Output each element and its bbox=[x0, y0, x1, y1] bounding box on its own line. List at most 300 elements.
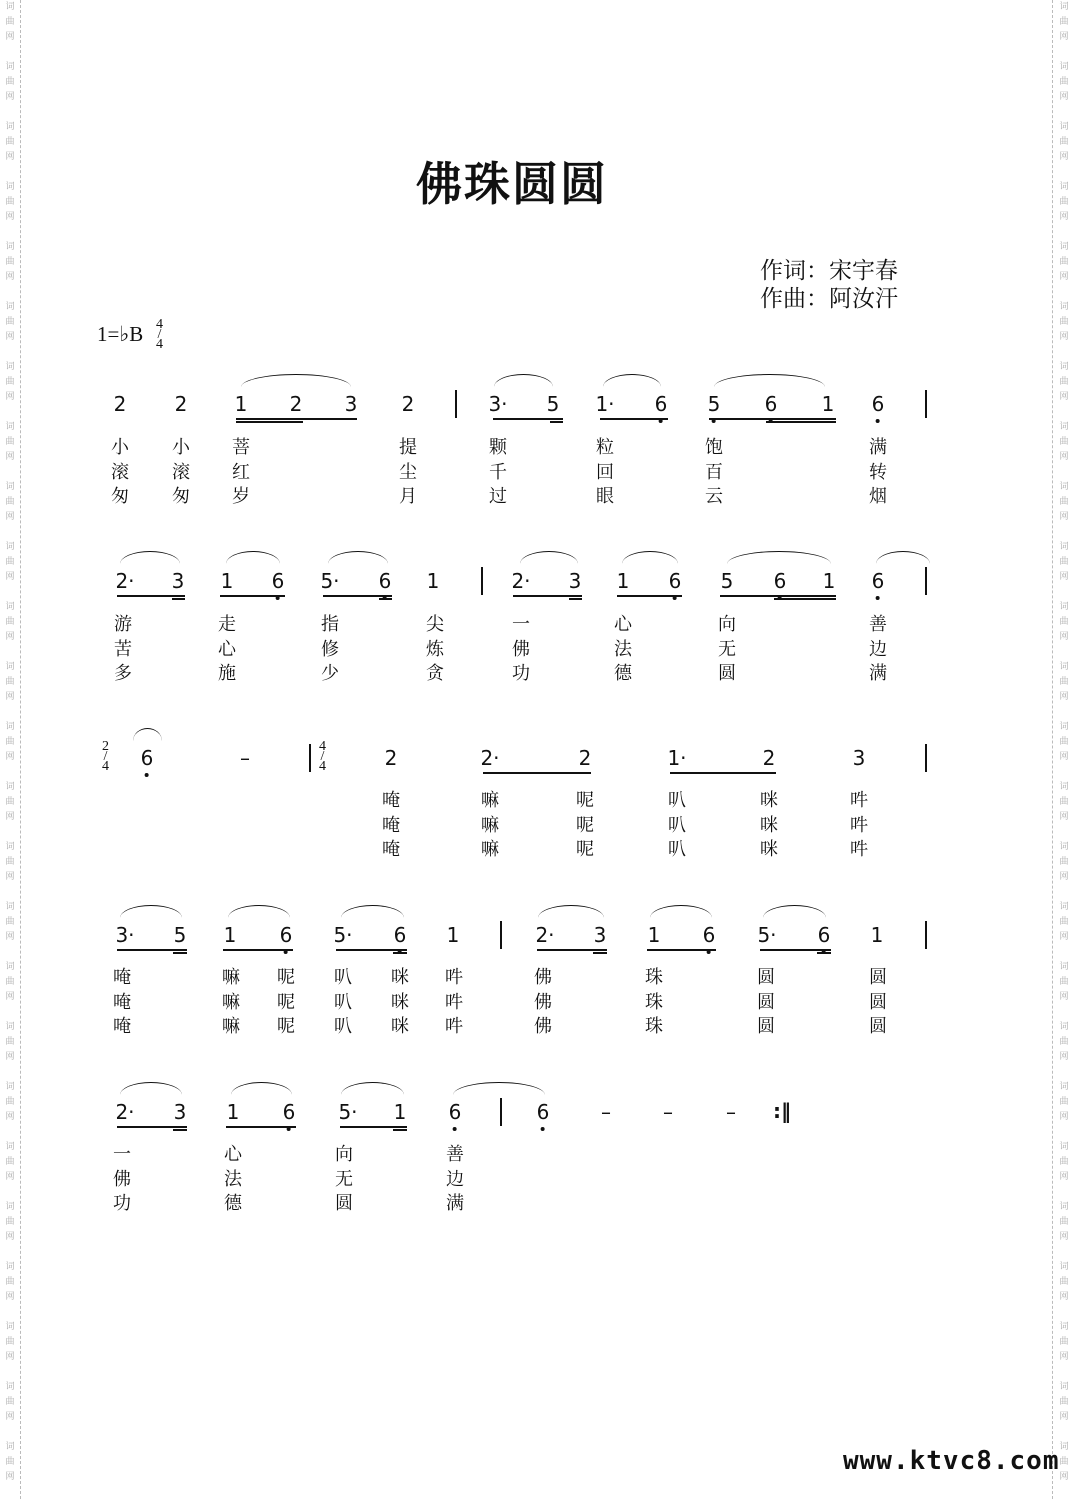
low-octave-dot bbox=[276, 596, 280, 600]
barline bbox=[925, 744, 927, 772]
watermark-char: 网 bbox=[5, 1412, 15, 1422]
beam-underline bbox=[379, 598, 392, 600]
lyric-char: 佛 bbox=[534, 991, 552, 1013]
watermark-gap bbox=[3, 45, 17, 60]
watermark-char: 曲 bbox=[5, 617, 15, 627]
watermark-char: 词 bbox=[1059, 2, 1069, 12]
watermark-char: 网 bbox=[5, 1052, 15, 1062]
lyric-char: 心 bbox=[614, 614, 632, 635]
lyric-char: 眼 bbox=[596, 486, 614, 507]
lyric-char: 匆 bbox=[172, 486, 190, 507]
watermark-char: 曲 bbox=[1059, 557, 1069, 567]
watermark-char: 词 bbox=[5, 242, 15, 252]
beam-underline bbox=[720, 595, 836, 597]
watermark-char: 曲 bbox=[1059, 1277, 1069, 1287]
lyric-char: 咪 bbox=[391, 967, 409, 988]
note: 6 bbox=[537, 1100, 550, 1124]
watermark-char: 词 bbox=[5, 662, 15, 672]
slur bbox=[228, 905, 290, 918]
lyric-char: 边 bbox=[869, 638, 887, 660]
watermark-char: 网 bbox=[1059, 392, 1069, 402]
lyric-char: 唵 bbox=[113, 991, 131, 1013]
lyric-char: 呢 bbox=[576, 814, 594, 836]
watermark-char: 曲 bbox=[1059, 1457, 1069, 1467]
watermark-char: 词 bbox=[5, 62, 15, 72]
note: 1 bbox=[393, 1100, 407, 1124]
note: 2 bbox=[174, 392, 188, 416]
slur bbox=[120, 1082, 182, 1095]
slur bbox=[341, 905, 404, 918]
lyric-char: 苦 bbox=[114, 638, 132, 660]
watermark-gap bbox=[1057, 1425, 1071, 1440]
lyric-char: 岁 bbox=[232, 486, 250, 507]
note: 6 bbox=[703, 923, 716, 947]
lyric-char: 珠 bbox=[645, 1016, 663, 1037]
watermark-char: 词 bbox=[5, 1322, 15, 1332]
beam-underline bbox=[550, 421, 563, 423]
lyric-char: 无 bbox=[718, 638, 736, 660]
key-signature bbox=[97, 322, 143, 347]
slur bbox=[120, 905, 182, 918]
watermark-char: 网 bbox=[5, 512, 15, 522]
lyric-verse-2-row-5: 佛法无边 bbox=[113, 1168, 557, 1190]
lyric-verse-1-row-5: 一心向善 bbox=[113, 1144, 557, 1165]
lyric-char: 圆 bbox=[718, 663, 736, 684]
lyric-char: 咪 bbox=[760, 814, 778, 836]
key-label: 1=♭B bbox=[97, 322, 144, 346]
barline bbox=[925, 390, 927, 418]
lyric-char: 圆 bbox=[869, 991, 887, 1013]
lyric-char: 粒 bbox=[596, 437, 614, 458]
lyric-char: 贪 bbox=[426, 663, 444, 684]
side-watermark-left bbox=[3, 0, 17, 1499]
note: 1 bbox=[822, 569, 836, 593]
watermark-char: 网 bbox=[5, 1472, 15, 1482]
watermark-char: 网 bbox=[1059, 1052, 1069, 1062]
lyricist-credit: 作词：宋宇春 bbox=[760, 258, 898, 284]
note: 6 bbox=[272, 569, 285, 593]
watermark-gap bbox=[1057, 765, 1071, 780]
watermark-gap bbox=[3, 1125, 17, 1140]
note: 6 bbox=[872, 569, 885, 593]
note: 5· bbox=[333, 923, 353, 947]
watermark-char: 词 bbox=[5, 1082, 15, 1092]
note: 2 bbox=[113, 392, 127, 416]
slur bbox=[520, 551, 578, 564]
watermark-char: 词 bbox=[5, 1442, 15, 1452]
watermark-char: 曲 bbox=[5, 677, 15, 687]
slur bbox=[650, 905, 712, 918]
watermark-gap bbox=[1057, 825, 1071, 840]
watermark-char: 曲 bbox=[1059, 17, 1069, 27]
watermark-char: 曲 bbox=[5, 1217, 15, 1227]
watermark-char: 网 bbox=[1059, 272, 1069, 282]
watermark-char: 网 bbox=[5, 992, 15, 1002]
watermark-gap bbox=[3, 105, 17, 120]
lyric-char: 烟 bbox=[869, 486, 887, 507]
lyric-char: 圆 bbox=[757, 967, 775, 988]
watermark-char: 网 bbox=[5, 1292, 15, 1302]
beam-underline bbox=[223, 949, 293, 951]
note: 3· bbox=[488, 392, 508, 416]
watermark-char: 词 bbox=[1059, 1442, 1069, 1452]
beam-underline bbox=[600, 418, 668, 420]
watermark-char: 曲 bbox=[1059, 377, 1069, 387]
watermark-gap bbox=[1057, 285, 1071, 300]
barline bbox=[309, 744, 311, 772]
watermark-char: 曲 bbox=[5, 557, 15, 567]
note: 6 bbox=[765, 392, 778, 416]
lyric-char: 叭 bbox=[334, 967, 352, 988]
note: 5· bbox=[757, 923, 777, 947]
beam-underline bbox=[393, 1129, 407, 1131]
lyric-char: 指 bbox=[321, 614, 339, 635]
beam-underline bbox=[569, 598, 582, 600]
watermark-char: 曲 bbox=[1059, 917, 1069, 927]
dash-sustain: – bbox=[726, 1100, 736, 1124]
beam-underline bbox=[393, 952, 407, 954]
low-octave-dot bbox=[284, 950, 288, 954]
lyric-char: 滚 bbox=[172, 461, 190, 483]
watermark-gap bbox=[3, 1005, 17, 1020]
beam-underline bbox=[323, 595, 392, 597]
slur bbox=[727, 551, 831, 564]
beam-underline bbox=[117, 1126, 187, 1128]
watermark-char: 词 bbox=[5, 302, 15, 312]
lyric-char: 饱 bbox=[705, 437, 723, 458]
watermark-char: 词 bbox=[5, 362, 15, 372]
watermark-char: 曲 bbox=[5, 737, 15, 747]
watermark-char: 曲 bbox=[5, 77, 15, 87]
watermark-char: 网 bbox=[1059, 212, 1069, 222]
beam-underline bbox=[493, 418, 563, 420]
watermark-gap bbox=[1057, 1125, 1071, 1140]
watermark-char: 网 bbox=[5, 92, 15, 102]
barline bbox=[500, 1098, 502, 1126]
watermark-char: 曲 bbox=[1059, 257, 1069, 267]
note: 2· bbox=[115, 1100, 135, 1124]
watermark-char: 曲 bbox=[5, 1337, 15, 1347]
lyric-char: 呢 bbox=[277, 991, 295, 1013]
note: 3 bbox=[344, 392, 358, 416]
watermark-char: 词 bbox=[1059, 1382, 1069, 1392]
beam-underline bbox=[617, 595, 682, 597]
lyric-char: 圆 bbox=[757, 1016, 775, 1037]
beam-underline bbox=[774, 598, 836, 600]
watermark-char: 曲 bbox=[5, 977, 15, 987]
time-signature-change-2-4: 2/4 bbox=[102, 739, 109, 774]
lyric-char: 唵 bbox=[382, 790, 400, 811]
watermark-char: 词 bbox=[5, 602, 15, 612]
lyric-char: 修 bbox=[321, 638, 339, 660]
beam-underline bbox=[670, 772, 776, 774]
watermark-gap bbox=[3, 885, 17, 900]
watermark-gap bbox=[1057, 1305, 1071, 1320]
barline bbox=[925, 567, 927, 595]
beam-underline bbox=[226, 1126, 296, 1128]
watermark-char: 曲 bbox=[5, 1397, 15, 1407]
time-signature: 4/4 bbox=[156, 317, 163, 352]
lyric-char: 叭 bbox=[334, 1016, 352, 1037]
time-signature-change-4-4: 4/4 bbox=[319, 739, 326, 774]
watermark-char: 词 bbox=[5, 962, 15, 972]
note: 6 bbox=[872, 392, 885, 416]
watermark-gap bbox=[1057, 45, 1071, 60]
footer-watermark: www.ktvc8.com bbox=[843, 1446, 1060, 1476]
watermark-gap bbox=[1057, 1185, 1071, 1200]
beam-underline bbox=[336, 949, 407, 951]
lyric-char: 回 bbox=[596, 461, 614, 483]
watermark-char: 曲 bbox=[1059, 317, 1069, 327]
watermark-char: 网 bbox=[1059, 452, 1069, 462]
lyric-char: 法 bbox=[614, 638, 632, 660]
low-octave-dot bbox=[541, 1127, 545, 1131]
lyric-char: 向 bbox=[718, 614, 736, 635]
repeat-end-sign: :‖ bbox=[773, 1099, 791, 1123]
watermark-char: 词 bbox=[1059, 1142, 1069, 1152]
watermark-gap bbox=[3, 825, 17, 840]
note: 6 bbox=[449, 1100, 462, 1124]
watermark-char: 词 bbox=[5, 902, 15, 912]
watermark-gap bbox=[1057, 165, 1071, 180]
lyric-char: 叭 bbox=[668, 814, 686, 836]
note: 1 bbox=[870, 923, 884, 947]
slur bbox=[494, 374, 553, 387]
lyric-char: 一 bbox=[512, 614, 530, 635]
note: 6 bbox=[774, 569, 787, 593]
slur bbox=[538, 905, 604, 918]
watermark-char: 曲 bbox=[5, 1097, 15, 1107]
watermark-char: 曲 bbox=[1059, 497, 1069, 507]
lyric-char: 云 bbox=[705, 486, 723, 507]
watermark-char: 曲 bbox=[1059, 1157, 1069, 1167]
watermark-gap bbox=[1057, 1005, 1071, 1020]
watermark-char: 词 bbox=[1059, 242, 1069, 252]
watermark-char: 网 bbox=[5, 752, 15, 762]
watermark-char: 网 bbox=[1059, 332, 1069, 342]
watermark-char: 曲 bbox=[1059, 857, 1069, 867]
watermark-char: 曲 bbox=[5, 497, 15, 507]
lyric-char: 转 bbox=[869, 461, 887, 483]
slur bbox=[453, 1082, 545, 1095]
watermark-char: 网 bbox=[1059, 92, 1069, 102]
lyric-char: 嘛 bbox=[481, 839, 499, 860]
dash-sustain: – bbox=[601, 1100, 611, 1124]
watermark-char: 网 bbox=[5, 692, 15, 702]
lyric-char: 吽 bbox=[850, 814, 868, 836]
watermark-gap bbox=[1057, 225, 1071, 240]
watermark-char: 网 bbox=[1059, 1472, 1069, 1482]
watermark-char: 曲 bbox=[5, 797, 15, 807]
watermark-char: 网 bbox=[5, 812, 15, 822]
lyric-char: 走 bbox=[218, 614, 236, 635]
lyric-char: 呢 bbox=[576, 790, 594, 811]
beam-underline bbox=[709, 418, 836, 420]
watermark-char: 曲 bbox=[1059, 977, 1069, 987]
note: 1 bbox=[223, 923, 237, 947]
watermark-char: 曲 bbox=[5, 317, 15, 327]
watermark-gap bbox=[3, 1425, 17, 1440]
watermark-char: 网 bbox=[5, 32, 15, 42]
watermark-char: 曲 bbox=[5, 857, 15, 867]
note: 2 bbox=[401, 392, 415, 416]
lyric-char: 圆 bbox=[869, 967, 887, 988]
beam-underline bbox=[647, 949, 716, 951]
slur bbox=[241, 374, 351, 387]
watermark-char: 词 bbox=[1059, 1082, 1069, 1092]
note: 3 bbox=[593, 923, 607, 947]
low-octave-dot bbox=[659, 419, 663, 423]
watermark-char: 网 bbox=[5, 332, 15, 342]
watermark-gap bbox=[3, 705, 17, 720]
lyric-char: 尘 bbox=[399, 461, 417, 483]
note: 1 bbox=[226, 1100, 240, 1124]
watermark-char: 网 bbox=[5, 632, 15, 642]
lyric-char: 匆 bbox=[111, 486, 129, 507]
watermark-gap bbox=[1057, 705, 1071, 720]
beam-underline bbox=[173, 952, 187, 954]
watermark-char: 网 bbox=[1059, 1172, 1069, 1182]
low-octave-dot bbox=[453, 1127, 457, 1131]
watermark-char: 曲 bbox=[1059, 1337, 1069, 1347]
lyric-char: 咪 bbox=[760, 790, 778, 811]
watermark-char: 网 bbox=[5, 1172, 15, 1182]
lyric-char: 心 bbox=[218, 638, 236, 660]
lyric-char: 少 bbox=[321, 663, 339, 684]
watermark-char: 网 bbox=[5, 872, 15, 882]
lyric-char: 百 bbox=[705, 461, 723, 483]
lyric-char: 唵 bbox=[382, 814, 400, 836]
low-octave-dot bbox=[145, 773, 149, 777]
lyric-char: 提 bbox=[399, 437, 417, 458]
watermark-char: 曲 bbox=[1059, 677, 1069, 687]
watermark-gap bbox=[3, 345, 17, 360]
watermark-char: 曲 bbox=[1059, 197, 1069, 207]
watermark-char: 词 bbox=[1059, 722, 1069, 732]
slur bbox=[231, 1082, 292, 1095]
low-octave-dot bbox=[876, 596, 880, 600]
slur bbox=[120, 551, 180, 564]
watermark-gap bbox=[3, 1485, 17, 1499]
watermark-char: 曲 bbox=[5, 257, 15, 267]
watermark-char: 网 bbox=[1059, 692, 1069, 702]
lyric-char: 吽 bbox=[445, 1016, 463, 1037]
beam-underline bbox=[593, 952, 607, 954]
low-octave-dot bbox=[673, 596, 677, 600]
note: 5· bbox=[338, 1100, 358, 1124]
watermark-gap bbox=[1057, 405, 1071, 420]
watermark-char: 网 bbox=[5, 1112, 15, 1122]
lyric-char: 菩 bbox=[232, 437, 250, 458]
beam-underline bbox=[513, 595, 582, 597]
watermark-gap bbox=[3, 285, 17, 300]
watermark-gap bbox=[3, 645, 17, 660]
watermark-char: 网 bbox=[1059, 1352, 1069, 1362]
watermark-char: 网 bbox=[5, 452, 15, 462]
lyric-char: 珠 bbox=[645, 991, 663, 1013]
lyric-char: 唵 bbox=[113, 967, 131, 988]
low-octave-dot bbox=[712, 419, 716, 423]
watermark-char: 词 bbox=[1059, 122, 1069, 132]
note: 3 bbox=[568, 569, 582, 593]
barline bbox=[925, 921, 927, 949]
lyric-char: 圆 bbox=[869, 1016, 887, 1037]
side-watermark-right bbox=[1057, 0, 1071, 1499]
lyric-char: 千 bbox=[489, 461, 507, 483]
note: 1 bbox=[821, 392, 835, 416]
watermark-char: 曲 bbox=[5, 377, 15, 387]
watermark-gap bbox=[3, 765, 17, 780]
lyric-char: 施 bbox=[218, 663, 236, 684]
note: 6 bbox=[283, 1100, 296, 1124]
note: 6 bbox=[141, 746, 154, 770]
lyric-char: 咪 bbox=[391, 1016, 409, 1037]
watermark-char: 词 bbox=[5, 1262, 15, 1272]
lyric-char: 炼 bbox=[426, 638, 444, 660]
composer-credit: 作曲：阿汝汗 bbox=[760, 286, 898, 312]
lyric-char: 嘛 bbox=[481, 814, 499, 836]
note: 3 bbox=[852, 746, 866, 770]
lyric-char: 吽 bbox=[850, 839, 868, 860]
watermark-gap bbox=[1057, 885, 1071, 900]
lyric-char: 多 bbox=[114, 663, 132, 684]
note: 6 bbox=[669, 569, 682, 593]
lyric-char: 吽 bbox=[850, 790, 868, 811]
watermark-char: 网 bbox=[1059, 1232, 1069, 1242]
beam-underline bbox=[340, 1126, 407, 1128]
note: 5· bbox=[320, 569, 340, 593]
note: 1· bbox=[667, 746, 687, 770]
watermark-gap bbox=[1057, 1065, 1071, 1080]
beam-underline bbox=[220, 595, 285, 597]
watermark-gap bbox=[1057, 1485, 1071, 1499]
watermark-char: 曲 bbox=[1059, 797, 1069, 807]
watermark-gap bbox=[3, 225, 17, 240]
watermark-char: 词 bbox=[5, 542, 15, 552]
note: 1 bbox=[426, 569, 440, 593]
watermark-char: 词 bbox=[5, 1202, 15, 1212]
lyric-char: 呢 bbox=[277, 1016, 295, 1037]
watermark-gap bbox=[3, 1305, 17, 1320]
watermark-char: 网 bbox=[5, 1352, 15, 1362]
lyric-char: 唵 bbox=[113, 1016, 131, 1037]
low-octave-dot bbox=[876, 419, 880, 423]
watermark-char: 词 bbox=[1059, 962, 1069, 972]
watermark-char: 曲 bbox=[1059, 1217, 1069, 1227]
watermark-char: 词 bbox=[1059, 1262, 1069, 1272]
watermark-char: 网 bbox=[1059, 1412, 1069, 1422]
lyric-char: 满 bbox=[869, 663, 887, 684]
slur bbox=[714, 374, 825, 387]
lyric-char: 叭 bbox=[334, 991, 352, 1013]
watermark-gap bbox=[1057, 465, 1071, 480]
lyric-char: 呢 bbox=[576, 839, 594, 860]
watermark-char: 网 bbox=[1059, 512, 1069, 522]
slur bbox=[603, 374, 661, 387]
watermark-char: 网 bbox=[5, 932, 15, 942]
lyric-char: 佛 bbox=[512, 638, 530, 660]
lyric-char: 德 bbox=[614, 663, 632, 684]
note: 1 bbox=[446, 923, 460, 947]
note: 3 bbox=[171, 569, 185, 593]
watermark-char: 曲 bbox=[5, 917, 15, 927]
watermark-char: 词 bbox=[1059, 302, 1069, 312]
note: 1· bbox=[595, 392, 615, 416]
note: 2 bbox=[384, 746, 398, 770]
watermark-char: 网 bbox=[1059, 1292, 1069, 1302]
lyric-char: 颗 bbox=[489, 437, 507, 458]
note: 5 bbox=[546, 392, 560, 416]
